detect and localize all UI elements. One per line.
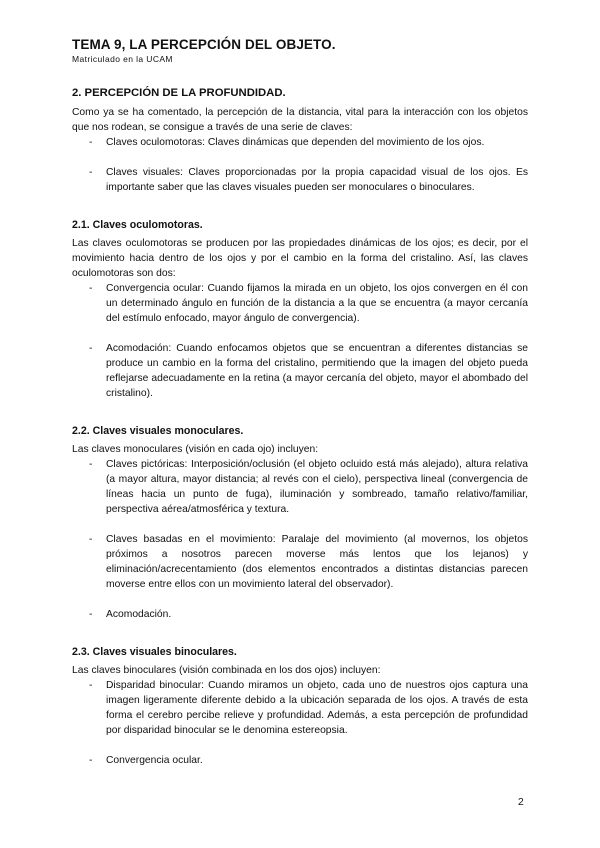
subsection-intro: Las claves binoculares (visión combinada en los dos ojos) incluyen: bbox=[72, 665, 381, 676]
list-item: - Claves basadas en el movimiento: Paralaje del movimiento (al movernos, los objetos próximos a nosotros parecen moverse más lentos que los lejanos) y eliminación/acrecentamiento (dos elementos encontrados a distintas distancias parecen moverse entre ellos con un movimiento lateral del observador). bbox=[106, 532, 528, 592]
document-title: TEMA 9, LA PERCEPCIÓN DEL OBJETO. bbox=[72, 37, 336, 52]
list-item: - Convergencia ocular. bbox=[106, 753, 528, 768]
list-item: - Acomodación. bbox=[106, 607, 528, 622]
subsection-heading: 2.2. Claves visuales monoculares. bbox=[72, 425, 244, 437]
document-body bbox=[72, 86, 528, 768]
list-item: - Acomodación: Cuando enfocamos objetos que se encuentran a diferentes distancias se produce un cambio en la forma del cristalino, permitiendo que la imagen del objeto pueda reflejarse adecuadamente en la retina (a mayor cercanía del objeto, mayor el abombado del cristalino). bbox=[106, 341, 528, 401]
subsection-list bbox=[72, 281, 528, 401]
subsection-intro: Las claves monoculares (visión en cada ojo) incluyen: bbox=[72, 444, 319, 455]
subsection-list bbox=[72, 678, 528, 768]
document-subtitle: Matriculado en la UCAM bbox=[72, 54, 173, 64]
subsection-intro: Las claves oculomotoras se producen por las propiedades dinámicas de los ojos; es decir, por el movimiento hacia dentro de los ojos y por el cambio en la forma del cristalino. Así, las claves oculomotoras son dos: bbox=[72, 238, 528, 279]
subsection-heading: 2.3. Claves visuales binoculares. bbox=[72, 646, 237, 658]
section-list bbox=[72, 135, 528, 195]
page-number: 2 bbox=[518, 797, 524, 808]
list-item: - Claves visuales: Claves proporcionadas por la propia capacidad visual de los ojos. Es importante saber que las claves visuales pueden ser monoculares o binoculares. bbox=[106, 165, 528, 195]
list-item: - Claves oculomotoras: Claves dinámicas que dependen del movimiento de los ojos. bbox=[106, 135, 528, 150]
subsection-list bbox=[72, 457, 528, 622]
list-item: - Disparidad binocular: Cuando miramos un objeto, cada uno de nuestros ojos captura una imagen ligeramente diferente debido a la ubicación separada de los ojos. A través de esta forma el cerebro percibe relieve y profundidad. Además, a esta percepción de profundidad por disparidad binocular se le denomina estereopsia. bbox=[106, 678, 528, 738]
section-intro: Como ya se ha comentado, la percepción de la distancia, vital para la interacción con los objetos que nos rodean, se consigue a través de una serie de claves: bbox=[72, 107, 528, 133]
list-item: - Claves pictóricas: Interposición/oclusión (el objeto ocluido está más alejado), altura relativa (a mayor altura, mayor distancia; al revés con el cielo), perspectiva lineal (convergencia de líneas hacia un punto de fuga), iluminación y sombreado, tamaño relativo/familiar, perspectiva aérea/atmosférica y textura. bbox=[106, 457, 528, 517]
section-heading: 2. PERCEPCIÓN DE LA PROFUNDIDAD. bbox=[72, 87, 286, 99]
subsection-heading: 2.1. Claves oculomotoras. bbox=[72, 219, 203, 231]
list-item: - Convergencia ocular: Cuando fijamos la mirada en un objeto, los ojos convergen en él con un determinado ángulo en función de la distancia a la que se encuentra (a mayor cercanía del estímulo enfocado, mayor ángulo de convergencia). bbox=[106, 281, 528, 326]
